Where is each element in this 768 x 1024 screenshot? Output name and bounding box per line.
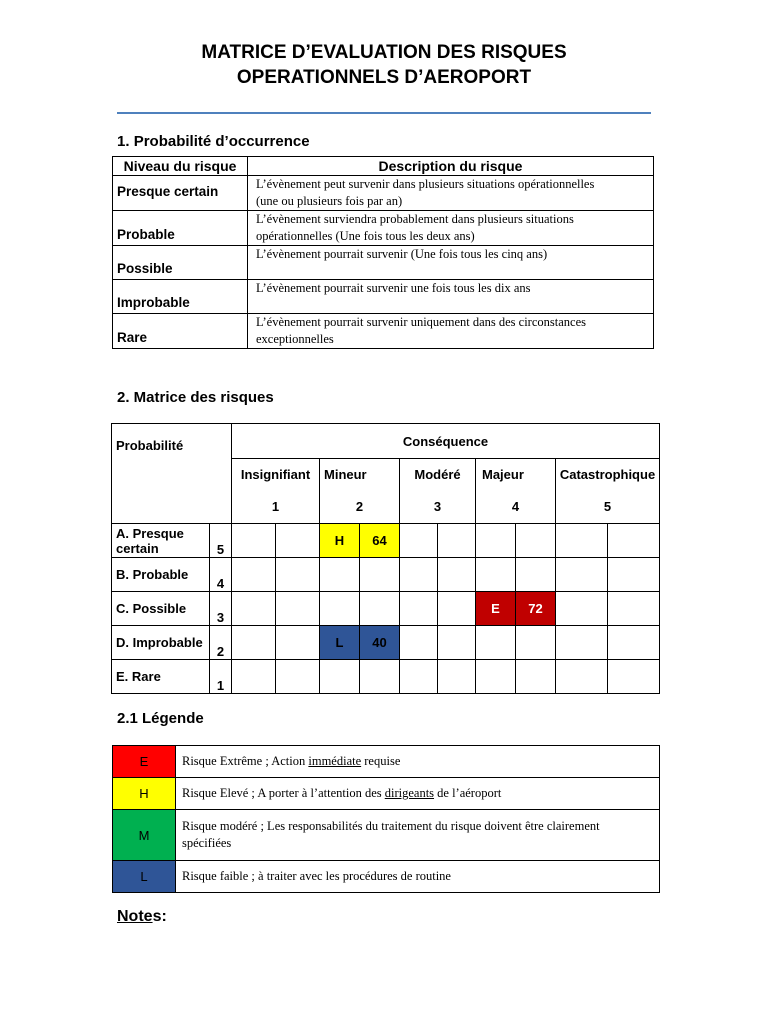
category-number: 3 [400, 489, 476, 524]
desc-cell: L’évènement surviendra probablement dans plusieurs situations opérationnelles (Une fois tous les deux ans) [248, 211, 654, 246]
legend-row [113, 810, 660, 861]
row-label: A. Presque certain [112, 524, 210, 558]
legend-table [112, 745, 660, 893]
level-cell: Presque certain [113, 176, 248, 211]
category-label: Modéré [400, 459, 476, 490]
legend-text: Risque Extrême ; Action immédiate requise [176, 746, 660, 778]
category-label: Mineur [320, 459, 400, 490]
matrix-row [112, 626, 660, 660]
level-cell: Rare [113, 314, 248, 349]
matrix-row [112, 558, 660, 592]
category-number: 1 [232, 489, 320, 524]
legend-swatch: M [113, 810, 176, 861]
section1-heading: 1. Probabilité d’occurrence [117, 133, 310, 150]
risk-cell-letter: E [476, 592, 516, 626]
risk-cell-value: 64 [360, 524, 400, 558]
category-number: 2 [320, 489, 400, 524]
table-row [113, 314, 654, 349]
row-label: C. Possible [112, 592, 210, 626]
table-row [113, 176, 654, 211]
row-label: D. Improbable [112, 626, 210, 660]
section2-heading: 2. Matrice des risques [117, 389, 274, 406]
legend-swatch: H [113, 778, 176, 810]
probability-table [112, 156, 654, 349]
row-number: 4 [210, 558, 232, 592]
level-cell: Possible [113, 246, 248, 280]
row-label: B. Probable [112, 558, 210, 592]
category-number: 4 [476, 489, 556, 524]
col-desc-header: Description du risque [248, 157, 654, 176]
row-number: 2 [210, 626, 232, 660]
matrix-row [112, 592, 660, 626]
desc-cell: L’évènement pourrait survenir une fois tous les dix ans [248, 280, 654, 314]
row-number: 5 [210, 524, 232, 558]
risk-cell-letter: H [320, 524, 360, 558]
table-row [113, 211, 654, 246]
legend-heading: 2.1 Légende [117, 710, 204, 727]
col-level-header: Niveau du risque [113, 157, 248, 176]
table-row [113, 280, 654, 314]
probability-header: Probabilité [112, 424, 232, 524]
table-row [113, 246, 654, 280]
risk-cell-value: 40 [360, 626, 400, 660]
risk-matrix [111, 423, 660, 694]
legend-swatch: E [113, 746, 176, 778]
row-number: 3 [210, 592, 232, 626]
notes-label: Notes: [117, 908, 167, 925]
legend-row [113, 746, 660, 778]
category-label: Majeur [476, 459, 556, 490]
row-number: 1 [210, 660, 232, 694]
legend-text: Risque modéré ; Les responsabilités du traitement du risque doivent être clairement spécifiées [176, 810, 660, 861]
category-label: Insignifiant [232, 459, 320, 490]
level-cell: Improbable [113, 280, 248, 314]
legend-text: Risque faible ; à traiter avec les procédures de routine [176, 861, 660, 893]
legend-swatch: L [113, 861, 176, 893]
legend-row [113, 778, 660, 810]
page-title: MATRICE D’EVALUATION DES RISQUES OPERATIONNELS D’AEROPORT [201, 42, 567, 88]
title-divider [117, 112, 651, 114]
category-number: 5 [556, 489, 660, 524]
matrix-row [112, 660, 660, 694]
level-cell: Probable [113, 211, 248, 246]
legend-text: Risque Elevé ; A porter à l’attention des dirigeants de l’aéroport [176, 778, 660, 810]
desc-cell: L’évènement peut survenir dans plusieurs situations opérationnelles (une ou plusieurs fois par an) [248, 176, 654, 211]
consequence-header: Conséquence [232, 424, 660, 459]
matrix-row [112, 524, 660, 558]
risk-cell-letter: L [320, 626, 360, 660]
desc-cell: L’évènement pourrait survenir (Une fois tous les cinq ans) [248, 246, 654, 280]
legend-row [113, 861, 660, 893]
category-label: Catastrophique [556, 459, 660, 490]
risk-cell-value: 72 [516, 592, 556, 626]
row-label: E. Rare [112, 660, 210, 694]
desc-cell: L’évènement pourrait survenir uniquement dans des circonstances exceptionnelles [248, 314, 654, 349]
